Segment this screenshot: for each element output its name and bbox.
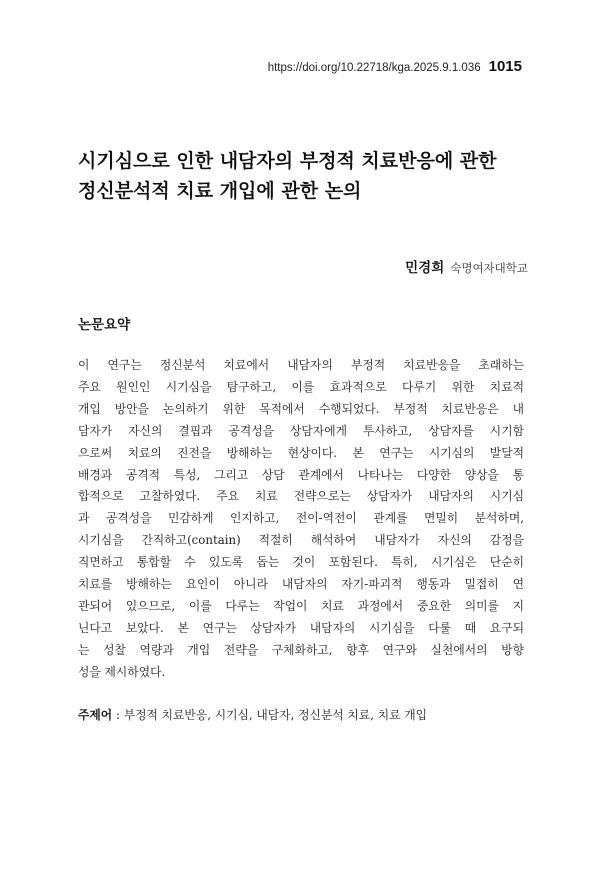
abstract-line: 과 공격성을 민감하게 인지하고, 전이-역전이 관계를 면밀히 분석하며, [78, 511, 524, 526]
abstract-line: 직면하고 통합할 수 있도록 돕는 것이 포함된다. 특히, 시기심은 단순히 [78, 555, 524, 570]
abstract-line: 담자가 자신의 결핍과 공격성을 상담자에게 투사하고, 상담자를 시기함 [78, 423, 524, 438]
abstract-line: 관되어 있으므로, 이를 다루는 작업이 치료 과정에서 중요한 의미를 지 [78, 598, 524, 613]
abstract-line: 닌다고 보았다. 본 연구는 상담자가 내담자의 시기심을 다룰 때 요구되 [78, 620, 524, 635]
author-name: 민경희 [405, 260, 445, 276]
abstract-line: 주요 원인인 시기심을 탐구하고, 이를 효과적으로 다루기 위한 치료적 [78, 379, 524, 394]
author-block [405, 256, 528, 276]
keywords-label: 주제어 [78, 708, 113, 722]
abstract-heading: 논문요약 [78, 317, 131, 333]
abstract-line: 합적으로 고찰하였다. 주요 치료 전략으로는 상담자가 내담자의 시기심 [78, 489, 524, 504]
keywords-separator: : [112, 708, 124, 722]
abstract-line: 개입 방안을 논의하기 위한 목적에서 수행되었다. 부정적 치료반응은 내 [78, 401, 524, 416]
paper-title [78, 146, 538, 206]
abstract-line: 배경과 공격적 특성, 그리고 상담 관계에서 나타나는 다양한 양상을 통 [78, 467, 524, 482]
page-header [268, 58, 522, 75]
paper-title-line-1: 시기심으로 인한 내담자의 부정적 치료반응에 관한 [78, 150, 497, 172]
abstract-body [78, 355, 524, 684]
abstract-line: 치료를 방해하는 요인이 아니라 내담자의 자기-파괴적 행동과 밀접히 연 [78, 577, 524, 592]
author-affiliation: 숙명여자대학교 [450, 261, 528, 275]
abstract-line: 성을 제시하였다. [78, 664, 166, 679]
doi-link[interactable]: https://doi.org/10.22718/kga.2025.9.1.036 [267, 62, 481, 74]
abstract-line: 으로써 치료의 진전을 방해하는 현상이다. 본 연구는 시기심의 발달적 [78, 445, 524, 460]
abstract-line: 시기심을 간직하고(contain) 적절히 해석하여 내담자가 자신의 감정을 [78, 533, 524, 548]
abstract-line: 는 성찰 역량과 개입 전략을 구체화하고, 향후 연구와 실천에서의 방향 [78, 642, 524, 657]
keywords-list: 부정적 치료반응, 시기심, 내담자, 정신분석 치료, 치료 개입 [123, 708, 428, 722]
keywords [78, 706, 524, 723]
abstract-line: 이 연구는 정신분석 치료에서 내담자의 부정적 치료반응을 초래하는 [78, 358, 524, 372]
paper-title-line-2: 정신분석적 치료 개입에 관한 논의 [78, 180, 362, 202]
page-number: 1015 [488, 58, 522, 75]
